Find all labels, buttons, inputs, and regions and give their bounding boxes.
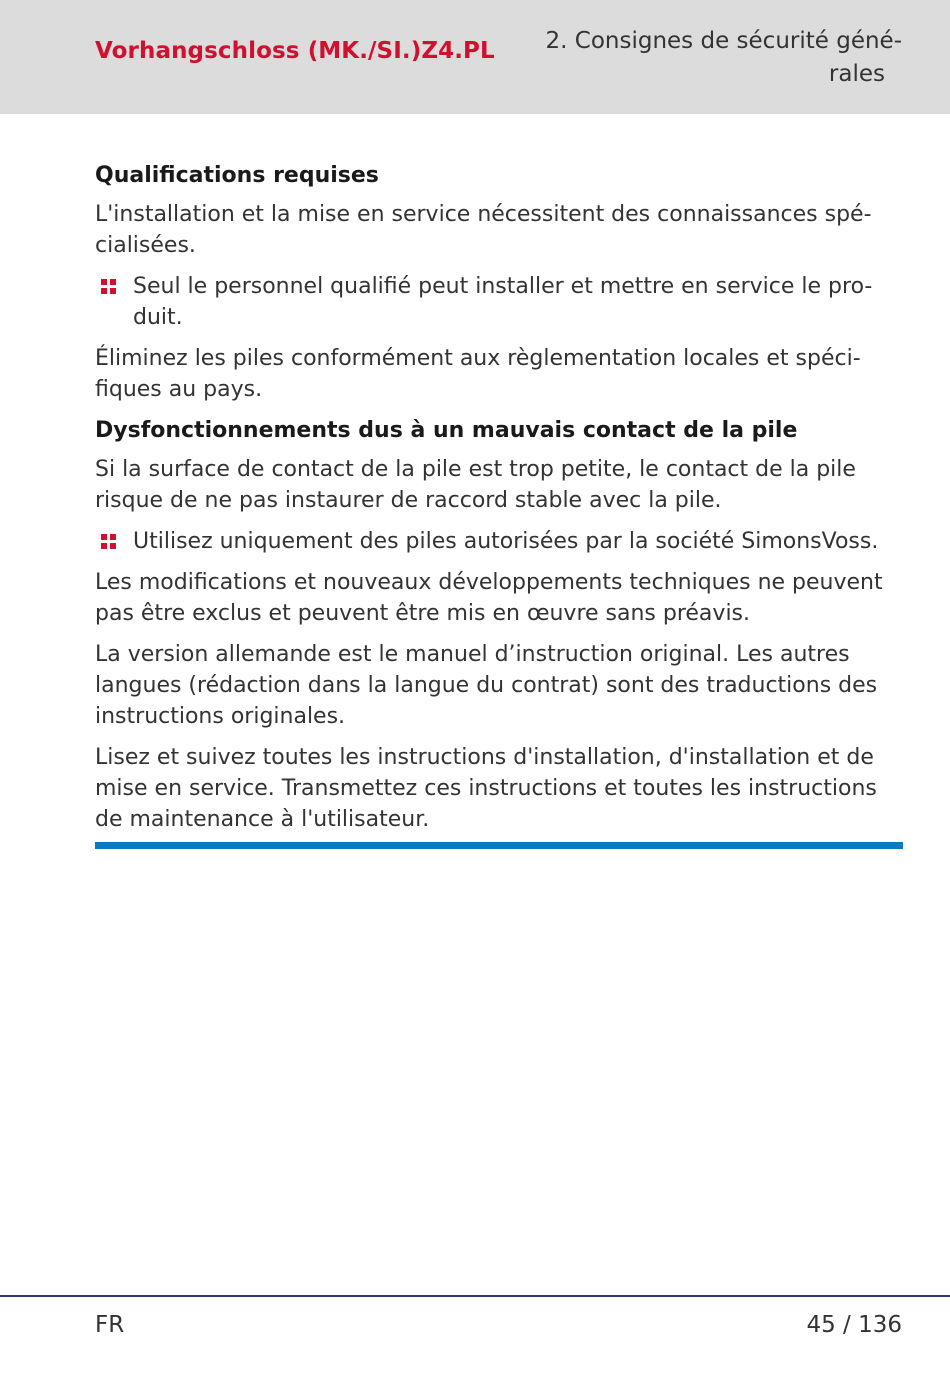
section-heading-battery-contact: Dysfonctionnements dus à un mauvais contact de la pile (95, 418, 798, 443)
text-line: fiques au pays. (95, 377, 263, 402)
text-line: Les modifications et nouveaux développements techniques ne peuvent (95, 570, 883, 595)
paragraph-read-instructions (95, 742, 903, 835)
text-line: de maintenance à l'utilisateur. (95, 807, 430, 832)
bullet-authorized-batteries (95, 526, 903, 557)
text-line: Si la surface de contact de la pile est trop petite, le contact de la pile (95, 457, 856, 482)
text-line: cialisées. (95, 233, 196, 258)
bullet-text (133, 526, 903, 557)
bullet-qualified-personnel (95, 271, 903, 333)
text-line: duit. (133, 305, 183, 330)
chapter-title-line-2: rales (828, 61, 885, 87)
footer-language: FR (95, 1312, 125, 1338)
paragraph-qualifications-intro (95, 199, 903, 261)
paragraph-battery-contact-intro (95, 454, 903, 516)
section-end-rule (95, 842, 903, 849)
text-line: instructions originales. (95, 704, 346, 729)
text-line: risque de ne pas instaurer de raccord stable avec la pile. (95, 488, 722, 513)
paragraph-modifications (95, 567, 903, 629)
paragraph-original-language (95, 639, 903, 732)
product-title: Vorhangschloss (MK./SI.)Z4.PL (95, 38, 495, 64)
bullet-squares-icon (101, 279, 116, 294)
text-line: Seul le personnel qualifié peut installer et mettre en service le pro- (133, 274, 873, 299)
text-line: mise en service. Transmettez ces instructions et toutes les instructions (95, 776, 877, 801)
text-line: Utilisez uniquement des piles autorisées par la société SimonsVoss. (133, 529, 879, 554)
section-heading-qualifications: Qualifications requises (95, 163, 379, 188)
text-line: Lisez et suivez toutes les instructions d'installation, d'installation et de (95, 745, 874, 770)
bullet-squares-icon (101, 534, 116, 549)
text-line: pas être exclus et peuvent être mis en œuvre sans préavis. (95, 601, 751, 626)
bullet-text (133, 271, 903, 333)
chapter-title (502, 25, 902, 91)
page-content (95, 160, 903, 845)
footer-divider (0, 1295, 950, 1297)
text-line: langues (rédaction dans la langue du contrat) sont des traductions des (95, 673, 878, 698)
page-header (0, 0, 950, 114)
text-line: Éliminez les piles conformément aux règlementation locales et spéci- (95, 346, 861, 371)
text-line: L'installation et la mise en service nécessitent des connaissances spé- (95, 202, 872, 227)
chapter-title-line-1: 2. Consignes de sécurité géné- (545, 28, 902, 54)
text-line: La version allemande est le manuel d’instruction original. Les autres (95, 642, 850, 667)
paragraph-battery-disposal (95, 343, 903, 405)
page-number: 45 / 136 (806, 1312, 902, 1338)
